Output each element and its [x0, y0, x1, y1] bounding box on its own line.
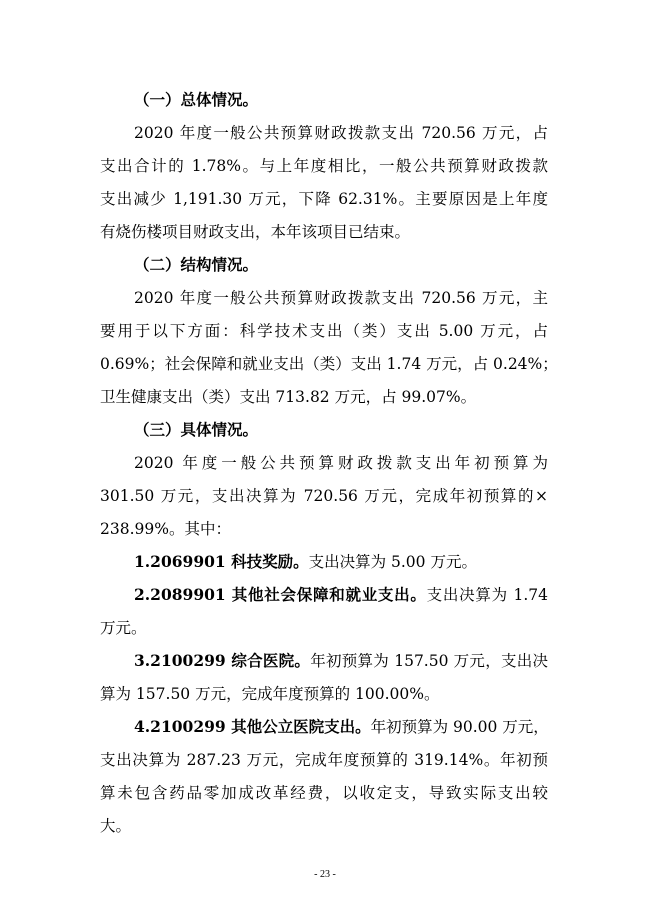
list-item	[0, 712, 650, 742]
item-title: 2.2089901 其他社会保障和就业支出。	[134, 585, 427, 604]
paragraph-line	[0, 118, 650, 148]
text: 支出合计的 1.78%。与上年度相比，一般公共预算财政拨款	[100, 157, 548, 175]
item-text: 支出决算为 5.00 万元。	[308, 553, 477, 571]
text: 算未包含药品零加成改革经费，以收定支，导致实际支出较	[100, 784, 548, 802]
item-text: 年初预算为 90.00 万元，	[370, 718, 549, 736]
text: 大。	[100, 817, 132, 835]
text: 算为 157.50 万元，完成年度预算的 100.00%。	[100, 685, 440, 703]
paragraph-line	[0, 349, 650, 379]
text: 2020 年度一般公共预算财政拨款支出年初预算为	[134, 454, 548, 472]
item-title: 4.2100299 其他公立医院支出。	[134, 717, 371, 736]
heading-text: （一）总体情况。	[134, 90, 259, 109]
heading-text: （三）具体情况。	[134, 420, 259, 439]
paragraph-line	[0, 514, 650, 544]
list-item	[0, 547, 650, 577]
paragraph-line	[0, 679, 650, 709]
section-heading-overall	[0, 85, 650, 115]
item-title: 3.2100299 综合医院。	[134, 651, 311, 670]
text: 要用于以下方面：科学技术支出（类）支出 5.00 万元，占	[100, 322, 548, 340]
paragraph-line	[0, 745, 650, 775]
paragraph-line	[0, 283, 650, 313]
paragraph-line	[0, 316, 650, 346]
paragraph-line	[0, 448, 650, 478]
text: 卫生健康支出（类）支出 713.82 万元，占 99.07%。	[100, 388, 477, 406]
text: 301.50 万元，支出决算为 720.56 万元，完成年初预算的×	[100, 487, 548, 505]
section-heading-details	[0, 415, 650, 445]
text: 有烧伤楼项目财政支出，本年该项目已结束。	[100, 223, 411, 241]
text: 支出决算为 287.23 万元，完成年度预算的 319.14%。年初预	[100, 751, 548, 769]
paragraph-line	[0, 778, 650, 808]
text: 0.69%；社会保障和就业支出（类）支出 1.74 万元，占 0.24%；	[100, 355, 558, 373]
paragraph-line	[0, 613, 650, 643]
list-item	[0, 580, 650, 610]
item-text: 支出决算为 1.74	[426, 586, 548, 604]
text: 支出减少 1,191.30 万元，下降 62.31%。主要原因是上年度	[100, 190, 548, 208]
paragraph-line	[0, 811, 650, 841]
item-line	[134, 547, 477, 577]
paragraph-line	[0, 151, 650, 181]
paragraph-line	[0, 217, 650, 247]
item-title: 1.2069901 科技奖励。	[134, 552, 309, 571]
list-item	[0, 646, 650, 676]
text: 2020 年度一般公共预算财政拨款支出 720.56 万元，主	[134, 289, 548, 307]
text: 万元。	[100, 619, 147, 637]
section-heading-structure	[0, 250, 650, 280]
heading-text: （二）结构情况。	[134, 255, 259, 274]
item-line	[134, 580, 548, 610]
page-number: - 23 -	[314, 869, 336, 880]
paragraph-line	[0, 382, 650, 412]
paragraph-line	[0, 481, 650, 511]
text: 2020 年度一般公共预算财政拨款支出 720.56 万元，占	[134, 124, 548, 142]
item-line	[134, 712, 548, 742]
text: 238.99%。其中：	[100, 520, 231, 538]
paragraph-line	[0, 184, 650, 214]
item-text: 年初预算为 157.50 万元，支出决	[310, 652, 548, 670]
item-line	[134, 646, 548, 676]
